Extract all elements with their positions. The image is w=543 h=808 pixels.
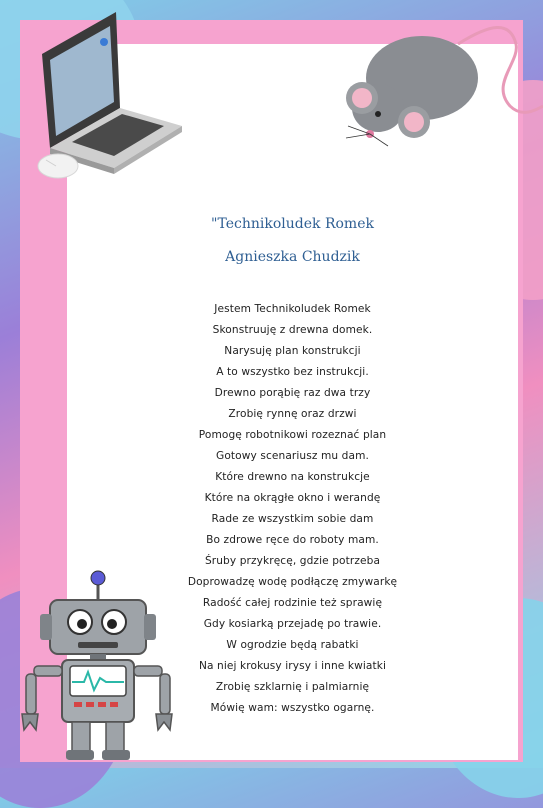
- poem-line: A to wszystko bez instrukcji.: [216, 366, 369, 378]
- poem-line: Bo zdrowe ręce do roboty mam.: [206, 534, 379, 546]
- mouse-animal-icon: [340, 14, 543, 154]
- poem-line: Drewno porąbię raz dwa trzy: [214, 387, 371, 399]
- computer-mouse-icon: [36, 150, 80, 182]
- poem-line: Które na okrągłe okno i werandę: [204, 492, 381, 504]
- poem-line: Mówię wam: wszystko ogarnę.: [210, 702, 375, 714]
- poem-author: Agnieszka Chudzik: [225, 249, 360, 265]
- poem-line: Rade ze wszystkim sobie dam: [211, 513, 374, 525]
- poem-line: Skonstruuję z drewna domek.: [212, 324, 373, 336]
- poem-line: Pomogę robotnikowi rozeznać plan: [198, 429, 387, 441]
- poem-line: Jestem Technikoludek Romek: [214, 303, 371, 315]
- poem-line: W ogrodzie będą rabatki: [226, 639, 359, 651]
- poem-title: "Technikoludek Romek: [211, 216, 374, 232]
- poem-line: Które drewno na konstrukcje: [215, 471, 370, 483]
- poem-line: Gotowy scenariusz mu dam.: [216, 450, 369, 462]
- poem-line: Doprowadzę wodę podłączę zmywarkę: [187, 576, 398, 588]
- poem-line: Na niej krokusy irysy i inne kwiatki: [198, 660, 387, 672]
- poem-line: Radość całej rodzinie też sprawię: [202, 597, 383, 609]
- poem-line: Śruby przykręcę, gdzie potrzeba: [204, 555, 381, 567]
- poem-line: Gdy kosiarką przejadę po trawie.: [203, 618, 382, 630]
- poem-line: Zrobię rynnę oraz drzwi: [228, 408, 357, 420]
- poem-line: Zrobię szklarnię i palmiarnię: [215, 681, 370, 693]
- poem-line: Narysuję plan konstrukcji: [224, 345, 361, 357]
- robot-icon: [20, 570, 182, 762]
